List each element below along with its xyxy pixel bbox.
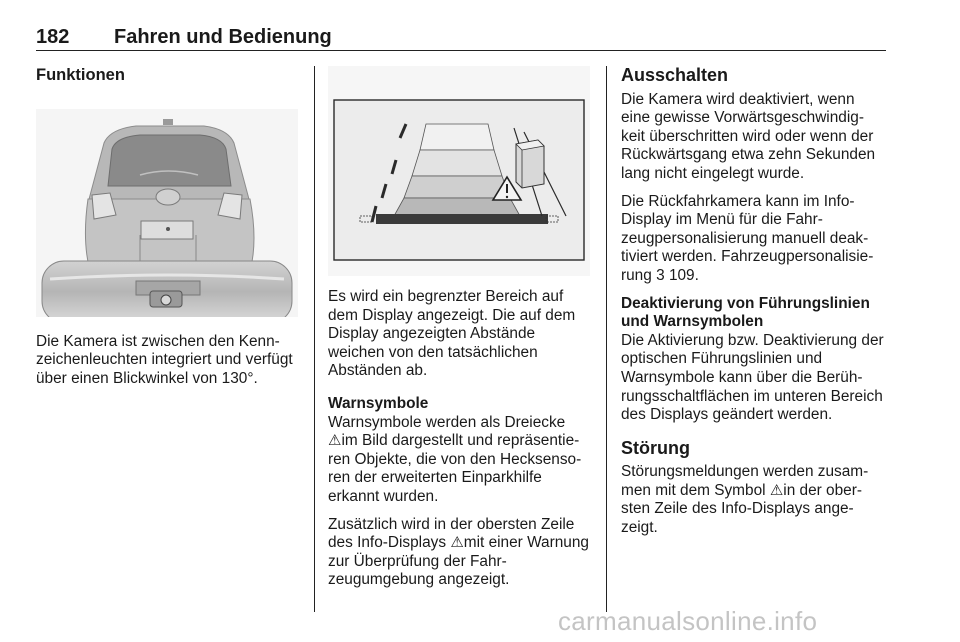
column-divider [314, 66, 315, 612]
personalisation-paragraph: Die Rückfahrkamera kann im Info-Display im Menü für die Fahr-zeugpersonalisierung manuell deak-tiviert werden. Fahrzeugpersonalisie-rung 3 109. [621, 192, 874, 284]
chapter-title: Fahren und Bedienung [114, 26, 332, 48]
additional-warning-text: Zusätzlich wird in der obersten Zeile des Info-Displays [328, 515, 575, 552]
column-divider [606, 66, 607, 612]
warning-text: im Bild dargestellt und repräsentie-ren Objekte, die von den Hecksenso-ren der erweiterten Einparkhilfe erkannt wurden. [328, 432, 582, 505]
fault-title: Störung [621, 437, 690, 458]
section-title: Funktionen [36, 66, 125, 84]
switch-off-paragraph: Die Kamera wird deaktiviert, wenn eine gewisse Vorwärtsgeschwindig-keit überschritten wird oder wenn der Rückwärtsgang etwa zehn Sekunden lang nicht eingelegt wurde. [621, 90, 876, 182]
fault-text: in der ober-sten Zeile des Info-Displays ange-zeigt. [621, 481, 862, 537]
switch-off-title: Ausschalten [621, 65, 729, 85]
warning-text: Warnsymbole werden als Dreiecke [328, 413, 566, 431]
page-header [36, 22, 886, 51]
display-range-paragraph: Es wird ein begrenzter Bereich auf dem Display angezeigt. Die auf dem Display angezeigten Abstände weichen von den tatsächlichen Abständen ab. [328, 288, 576, 380]
watermark: carmanualsonline.info [558, 606, 818, 636]
page-reference-icon: 3 [656, 266, 665, 284]
page-number: 182 [36, 26, 70, 48]
deactivation-paragraph: Die Aktivierung bzw. Deaktivierung der optischen Führungslinien und Warnsymbole kann über die Berüh-rungsschaltflächen im unteren Bereich des Displays geändert werden. [621, 331, 884, 424]
camera-description: Die Kamera ist zwischen den Kenn-zeichenleuchten integriert und verfügt über einen Blickwinkel von 130°. [36, 332, 293, 387]
deactivation-heading: Deaktivierung von Führungslinien und Warnsymbolen [621, 294, 870, 331]
page-reference-link[interactable]: 109. [668, 266, 699, 284]
car-rear-camera-illustration [36, 91, 298, 317]
fault-text: Störungsmeldungen werden zusam-men mit dem Symbol [621, 463, 869, 499]
warning-triangle-icon: ⚠ [328, 432, 342, 450]
warning-triangle-icon: ⚠ [450, 534, 464, 552]
column-switch-off [621, 66, 887, 547]
camera-display-illustration [328, 66, 590, 276]
column-functions [36, 66, 298, 397]
warning-triangle-icon: ⚠ [769, 481, 784, 499]
additional-warning-text: mit einer Warnung zur Überprüfung der Fahr-zeugumgebung angezeigt. [328, 534, 589, 589]
warning-symbols-heading: Warnsymbole [328, 394, 429, 412]
warning-symbols-block [328, 395, 591, 590]
column-display [328, 66, 591, 599]
